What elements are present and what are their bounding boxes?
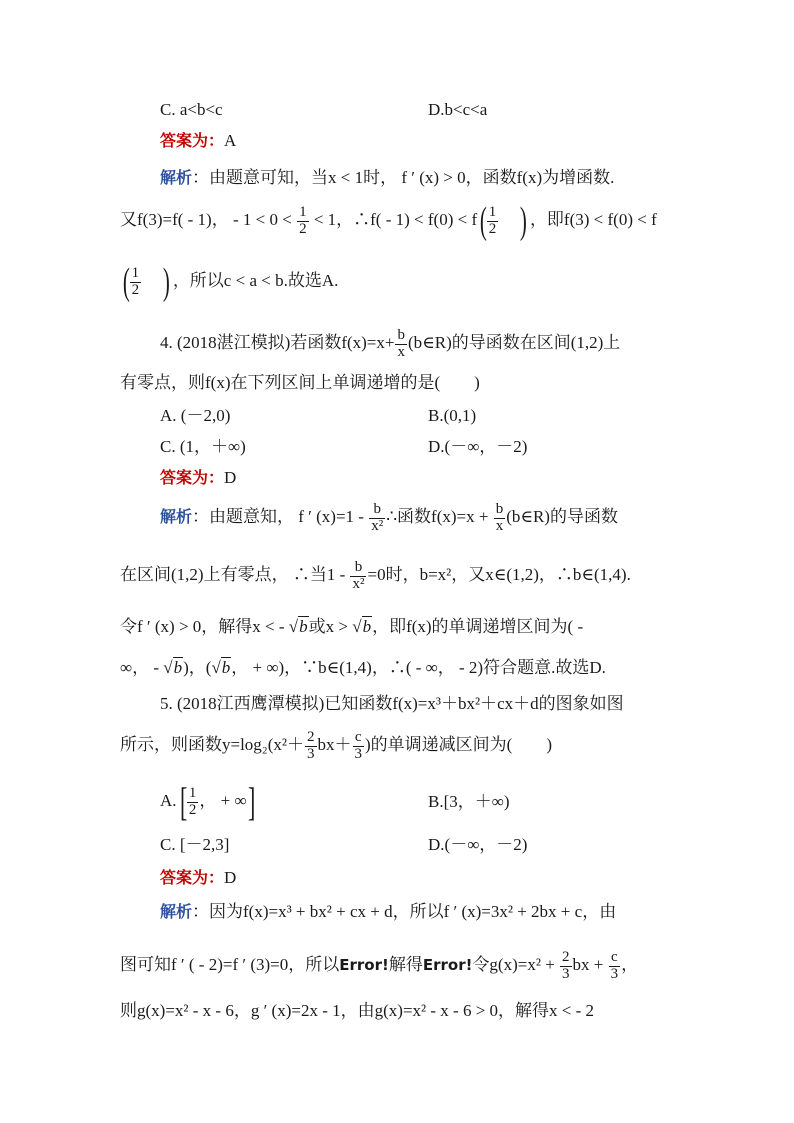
- analysis-line-3: [120, 263, 338, 301]
- answer-label: 答案为：: [160, 468, 225, 487]
- question-4-stem-2: 有零点，则f(x)在下列区间上单调递增的是( ): [120, 373, 480, 392]
- analysis-line-2: 图可知f ′ ( - 2)=f ′ (3)=0，所以Error!解得Error!令g(x)=x² + $\frac{2}{3}$ bx + $\frac{c}{3}$ ，: [120, 949, 639, 982]
- analysis-line-3: 则g(x)=x² - x - 6，g ′ (x)=2x - 1，由g(x)=x² - x - 6 > 0，解得x < - 2: [120, 1001, 595, 1020]
- right-paren: ): [520, 200, 528, 242]
- fraction-two-thirds: $\frac{2}{3}$: [307, 729, 315, 762]
- option-d: D.(－∞，－2): [428, 437, 528, 456]
- option-c: C. (1，＋∞): [160, 437, 246, 456]
- left-paren: (: [122, 261, 130, 303]
- analysis-text: ，即f(3) < f(0) < f: [529, 209, 657, 229]
- question-4-stem-1: 4. (2018湛江模拟)若函数f(x)=x+ $\frac{b}{x}$ (b∈R)的导函数在区间(1,2)上: [160, 327, 621, 360]
- analysis-label: 解析: [160, 507, 193, 527]
- analysis-line-2: 在区间(1,2)上有零点， ∴当1 - $\frac{b}{\text{x²}}$ =0时，b=x²，又x∈(1,2)，∴b∈(1,4).: [120, 559, 631, 592]
- right-paren: ): [163, 261, 170, 303]
- sqrt-icon: √: [163, 658, 173, 677]
- option-d: D.b<c<a: [428, 100, 488, 119]
- fraction-half: $\frac{1}{2}$: [299, 203, 307, 237]
- question-5-stem-1: 5. (2018江西鹰潭模拟)已知函数f(x)=x³＋bx²＋cx＋d的图象如图: [160, 694, 624, 713]
- option-d: D.(－∞，－2): [428, 835, 528, 854]
- answer-value: D: [224, 468, 237, 487]
- answer-line: [160, 469, 236, 486]
- analysis-text: ，所以c < a < b.故选A.: [172, 270, 339, 290]
- answer-value: D: [224, 868, 237, 887]
- analysis-line-2: [120, 202, 657, 240]
- left-paren: (: [479, 200, 487, 242]
- fraction-half: $\frac{1}{2}$: [188, 784, 197, 818]
- option-c: C. [－2,3]: [160, 835, 230, 854]
- fraction-b-over-x: $\frac{b}{x}$: [495, 501, 504, 534]
- right-bracket: ]: [247, 779, 255, 824]
- option-a: A.[ $\frac{1}{2}$ ， + ∞]: [160, 779, 255, 824]
- option-a: A. (－2,0): [160, 406, 231, 425]
- fraction-half: $\frac{1}{2}$: [131, 264, 140, 298]
- sqrt-icon: √: [211, 658, 221, 677]
- answer-label: 答案为：: [160, 131, 225, 150]
- answer-line: [160, 869, 236, 886]
- answer-line: [160, 132, 236, 149]
- fraction-c-over-3: $\frac{c}{3}$: [354, 729, 362, 762]
- analysis-line-3: 令f ′ (x) > 0，解得x < - √b或x > √b，即f(x)的单调递增区间为( -: [120, 617, 584, 636]
- analysis-line-1: 解析：由题意知， f ′ (x)=1 - $\frac{b}{\text{x²}}$ ∴函数f(x)=x + $\frac{b}{x}$ (b∈R)的导函数: [160, 501, 618, 534]
- fraction-two-thirds: $\frac{2}{3}$: [562, 949, 570, 982]
- option-b: B.(0,1): [428, 406, 477, 425]
- fraction-half: $\frac{1}{2}$: [488, 203, 497, 237]
- analysis-text: 又f(3)=f( - 1)， - 1 < 0 <: [120, 209, 292, 229]
- analysis-line-1: [160, 169, 614, 186]
- analysis-line-4: ∞， - √b)，(√b， + ∞)，∵b∈(1,4)，∴( - ∞， - 2)符合题意.故选D.: [120, 658, 606, 677]
- fraction-c-over-3: $\frac{c}{3}$: [610, 949, 619, 982]
- analysis-line-1: 解析：因为f(x)=x³ + bx² + cx + d，所以f ′ (x)=3x² + 2bx + c，由: [160, 902, 617, 921]
- fraction-b-over-x: $\frac{b}{x}$: [397, 327, 405, 360]
- option-b: B.[3，＋∞): [428, 792, 510, 811]
- error-text: Error!: [339, 956, 389, 975]
- error-text: Error!: [422, 956, 473, 975]
- option-c: C. a<b<c: [160, 100, 223, 119]
- fraction-b-over-x2: $\frac{b}{\text{x²}}$: [371, 501, 384, 534]
- left-bracket: [: [179, 779, 187, 824]
- analysis-label: 解析: [160, 168, 193, 187]
- answer-label: 答案为：: [160, 868, 225, 887]
- fraction-b-over-x2: $\frac{b}{\text{x²}}$: [352, 559, 365, 592]
- sqrt-icon: √: [352, 617, 362, 636]
- answer-value: A: [224, 131, 237, 150]
- question-5-stem-2: 所示，则函数y=log₂(x²＋ $\frac{2}{3}$ bx＋ $\frac{c}{3}$ )的单调递减区间为( ): [120, 729, 552, 762]
- sqrt-icon: √: [288, 617, 299, 636]
- analysis-text: ：由题意可知，当x < 1时， f ′ (x) > 0，函数f(x)为增函数.: [192, 168, 615, 187]
- analysis-text: < 1，∴f( - 1) < f(0) < f: [313, 209, 478, 229]
- analysis-label: 解析: [160, 902, 193, 921]
